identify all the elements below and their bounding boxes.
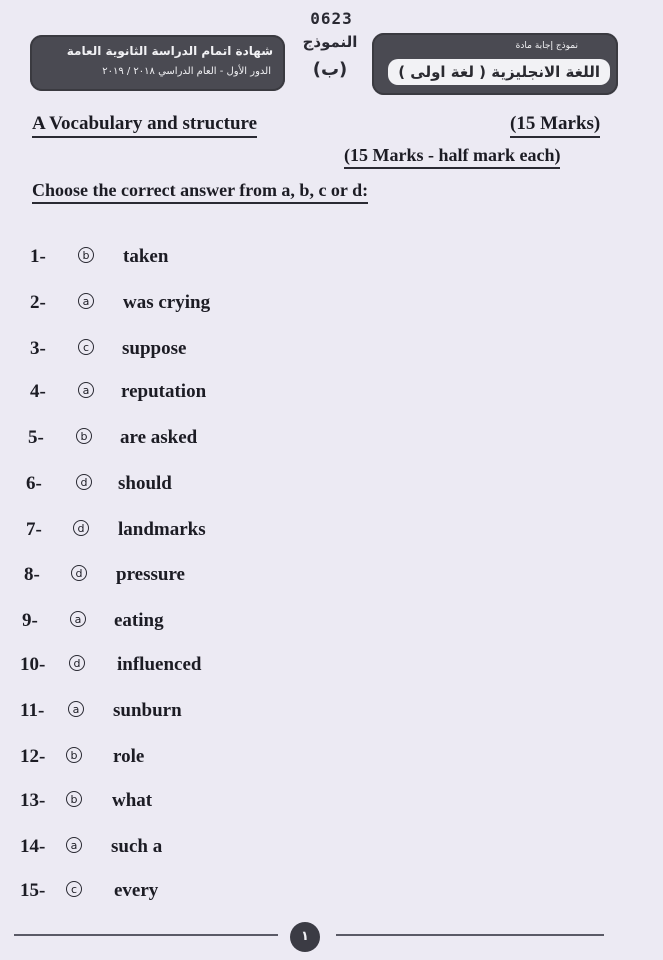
answer-word: landmarks [118,519,206,540]
page-number: ١ [290,922,320,952]
answer-word: was crying [123,292,211,313]
answer-word: sunburn [113,700,182,721]
answer-word: suppose [122,338,187,359]
session-year: الدور الأول - العام الدراسي ٢٠١٨ / ٢٠١٩ [102,66,271,77]
subject-box [372,33,618,95]
answer-number: 9- [22,610,38,631]
section-marks: (15 Marks) [510,113,600,138]
answer-number: 8- [24,564,40,585]
answer-number: 1- [30,246,46,267]
answer-letter-circle: d [71,565,87,581]
answer-word: every [114,880,159,901]
answer-letter-circle: a [78,382,94,398]
section-sub-marks: (15 Marks - half mark each) [344,145,560,169]
answer-number: 10- [20,654,46,675]
answer-number: 5- [28,427,44,448]
answer-word: taken [123,246,169,267]
exam-code: 0623 [310,9,353,28]
answer-number: 15- [20,880,46,901]
answer-letter-circle: d [73,520,89,536]
certificate-title: شهادة اتمام الدراسة الثانوية العامة [66,44,273,58]
answer-letter-circle: b [66,791,82,807]
answer-number: 14- [20,836,46,857]
model-title: النموذج [302,33,358,51]
answer-word: reputation [121,381,207,402]
answer-word: role [113,746,145,767]
answer-number: 4- [30,381,46,402]
answer-word: what [112,790,153,811]
section-title: A Vocabulary and structure [32,113,257,138]
answer-number: 2- [30,292,46,313]
answer-letter-circle: a [78,293,94,309]
answer-number: 7- [26,519,42,540]
model-letter: (ب) [312,59,348,80]
footer-divider-right [336,934,604,936]
answer-letter-circle: d [69,655,85,671]
footer-divider-left [14,934,278,936]
answer-letter-circle: a [66,837,82,853]
instruction: Choose the correct answer from a, b, c or d: [32,180,368,204]
answer-letter-circle: b [66,747,82,763]
answer-number: 13- [20,790,46,811]
answer-number: 11- [20,700,45,721]
certificate-box [30,35,285,91]
answer-key-label: نموذج إجابة مادة [515,41,578,51]
answer-word: are asked [120,427,198,448]
answer-letter-circle: b [76,428,92,444]
answer-word: such a [111,836,163,857]
answer-word: should [118,473,172,494]
answer-letter-circle: a [68,701,84,717]
answer-word: eating [114,610,164,631]
answer-number: 12- [20,746,46,767]
answer-letter-circle: c [66,881,82,897]
model-label [293,33,367,80]
answer-number: 6- [26,473,42,494]
answer-word: pressure [116,564,185,585]
answer-letter-circle: c [78,339,94,355]
answer-letter-circle: b [78,247,94,263]
answer-word: influenced [117,654,202,675]
answer-number: 3- [30,338,46,359]
answer-letter-circle: a [70,611,86,627]
subject-name: اللغة الانجليزية ( لغة اولى ) [388,59,610,85]
answer-letter-circle: d [76,474,92,490]
